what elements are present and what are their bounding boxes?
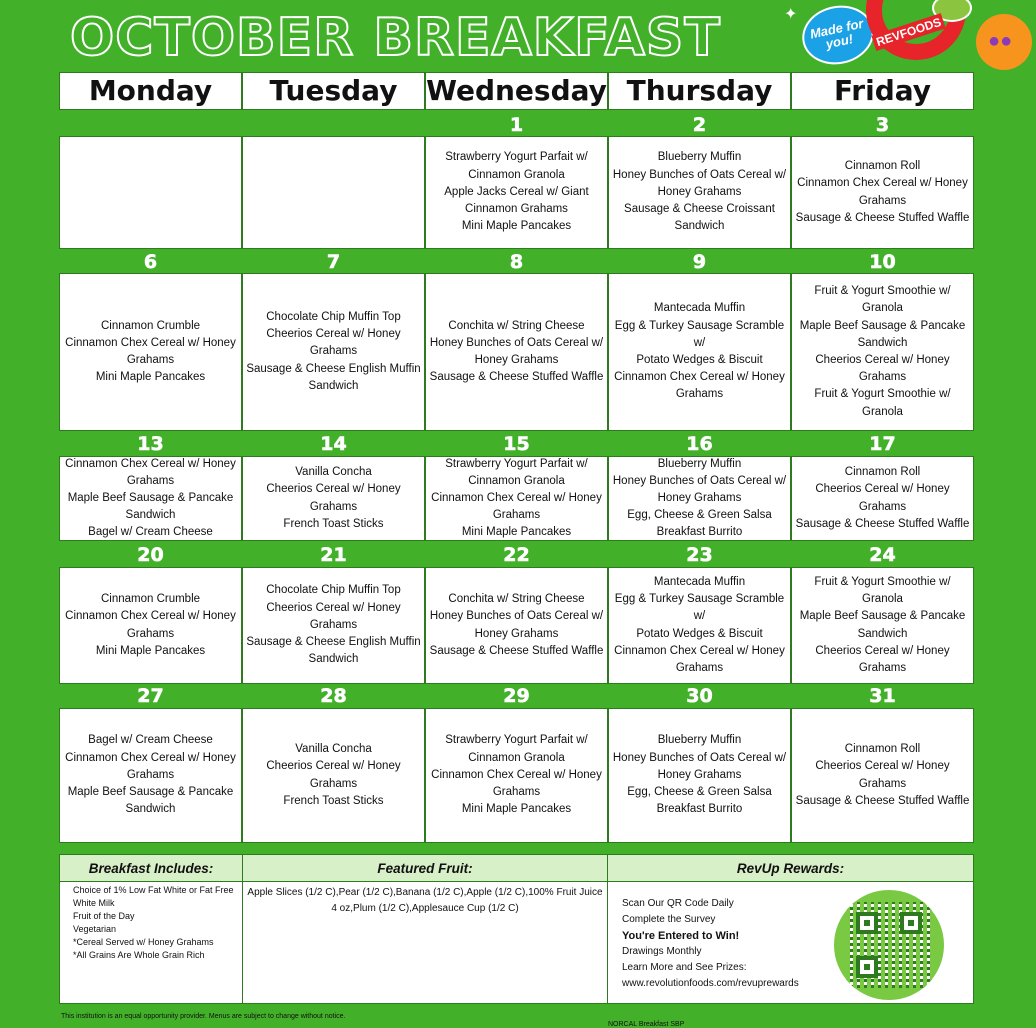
menu-item: Cinnamon Grahams (465, 203, 568, 216)
menu-item: Honey Grahams (657, 768, 742, 781)
includes-list (59, 881, 243, 1004)
menu-item: Cinnamon Chex Cereal w/ Honey (797, 177, 968, 190)
menu-item: Blueberry Muffin (657, 151, 742, 164)
day-cell (425, 708, 608, 843)
menu-item: Grahams (126, 354, 175, 366)
weekday-header-row (59, 72, 974, 110)
menu-item: Egg, Cheese & Green Salsa (627, 786, 772, 799)
day-cell (242, 708, 425, 843)
menu-item: Grahams (858, 500, 907, 513)
menu-item: Grahams (492, 786, 541, 799)
menu-item: Grahams (858, 194, 907, 207)
week-row (59, 567, 974, 684)
sparkle-icon: ✦ (784, 6, 798, 23)
date-number: 14 (320, 433, 347, 455)
menu-item: Strawberry Yogurt Parfait w/ (445, 151, 588, 164)
fruit-title: Featured Fruit: (242, 854, 608, 882)
date-number: 6 (143, 251, 158, 273)
day-cell (425, 567, 608, 684)
menu-item: Cheerios Cereal w/ Honey (266, 483, 401, 496)
includes-item: Choice of 1% Low Fat White or Fat Free (73, 885, 234, 895)
rewards-line: Complete the Survey (622, 914, 716, 925)
menu-item: Bagel w/ Cream Cheese (88, 734, 213, 747)
menu-item: Cheerios Cereal w/ Honey (815, 483, 950, 496)
includes-item: *All Grains Are Whole Grain Rich (73, 950, 205, 960)
rewards-title: RevUp Rewards: (607, 854, 974, 882)
menu-item: Mantecada Muffin (653, 302, 746, 315)
menu-item: Honey Bunches of Oats Cereal w/ (612, 168, 787, 181)
menu-item: Vanilla Concha (295, 743, 372, 756)
menu-item: Strawberry Yogurt Parfait w/ (445, 734, 588, 747)
menu-item: Cinnamon Chex Cereal w/ Honey (431, 768, 602, 781)
day-cell (425, 136, 608, 249)
date-number: 9 (692, 251, 707, 273)
menu-item: Mini Maple Pancakes (461, 220, 572, 233)
menu-item: Sandwich (125, 509, 176, 522)
menu-item: Grahams (126, 474, 175, 487)
menu-item: Fruit & Yogurt Smoothie w/ (814, 285, 951, 298)
menu-item: Cinnamon Chex Cereal w/ Honey (431, 491, 602, 504)
menu-item: Grahams (126, 768, 175, 781)
weekday-monday: Monday (59, 72, 242, 110)
date-number (242, 114, 425, 136)
date-number: 28 (320, 685, 347, 707)
rewards-body (607, 881, 974, 1004)
menu-item: Honey Bunches of Oats Cereal w/ (429, 336, 604, 349)
menu-item: French Toast Sticks (283, 794, 384, 807)
menu-item: Grahams (309, 618, 358, 631)
menu-item: Grahams (492, 509, 541, 522)
menu-item: Vanilla Concha (295, 466, 372, 479)
menu-item: Sausage & Cheese English Muffin (246, 636, 421, 649)
day-cell (242, 456, 425, 541)
date-number: 16 (686, 433, 713, 455)
menu-item: Grahams (675, 388, 724, 401)
date-number-row (59, 251, 974, 273)
menu-item: Sandwich (674, 220, 725, 233)
menu-item: Fruit & Yogurt Smoothie w/ (814, 388, 951, 401)
grapes-icon: ●● (988, 30, 1013, 52)
menu-item: Honey Bunches of Oats Cereal w/ (429, 610, 604, 623)
day-cell (59, 456, 242, 541)
menu-item: Egg & Turkey Sausage Scramble w/ (614, 319, 785, 349)
day-cell (59, 273, 242, 431)
includes-title: Breakfast Includes: (59, 854, 243, 882)
menu-item: Cinnamon Roll (844, 466, 921, 479)
brand-name: REVFOODS (871, 13, 946, 51)
menu-item: Mini Maple Pancakes (461, 803, 572, 816)
menu-item: Maple Beef Sausage & Pancake (799, 610, 966, 623)
date-number-row (59, 685, 974, 707)
menu-item: Cinnamon Crumble (100, 593, 201, 606)
day-cell (608, 456, 791, 541)
menu-item: Cinnamon Crumble (100, 319, 201, 332)
menu-item: Strawberry Yogurt Parfait w/ (445, 457, 588, 470)
date-number: 20 (137, 544, 164, 566)
date-number: 1 (509, 114, 524, 136)
menu-item: Breakfast Burrito (656, 803, 743, 816)
week-row (59, 273, 974, 431)
menu-item: Sandwich (125, 803, 176, 816)
menu-item: Honey Bunches of Oats Cereal w/ (612, 751, 787, 764)
date-number: 24 (869, 544, 896, 566)
page-title: OCTOBER BREAKFAST (70, 8, 721, 68)
menu-item: Honey Bunches of Oats Cereal w/ (612, 474, 787, 487)
menu-item: Cinnamon Chex Cereal w/ Honey (614, 644, 785, 657)
menu-item: Cinnamon Roll (844, 743, 921, 756)
menu-item: Cinnamon Granola (468, 474, 565, 487)
date-number: 3 (875, 114, 890, 136)
day-cell (791, 273, 974, 431)
menu-item: Blueberry Muffin (657, 734, 742, 747)
menu-item: Grahams (309, 777, 358, 790)
date-number: 21 (320, 544, 347, 566)
rewards-line: You're Entered to Win! (622, 930, 740, 942)
menu-item: Grahams (858, 371, 907, 384)
date-number-row (59, 544, 974, 566)
menu-item: Potato Wedges & Biscuit (636, 627, 763, 640)
weekday-wednesday: Wednesday (425, 72, 608, 110)
date-number: 2 (692, 114, 707, 136)
menu-item: Sausage & Cheese Stuffed Waffle (795, 517, 970, 530)
day-cell (59, 567, 242, 684)
weekday-tuesday: Tuesday (242, 72, 425, 110)
day-cell (59, 136, 242, 249)
menu-item: Grahams (309, 500, 358, 513)
menu-item: Conchita w/ String Cheese (448, 319, 585, 332)
menu-item: Mantecada Muffin (653, 575, 746, 588)
menu-item: Cinnamon Chex Cereal w/ Honey (65, 457, 236, 470)
day-cell (425, 273, 608, 431)
date-number-row (59, 433, 974, 455)
menu-item: Egg, Cheese & Green Salsa (627, 509, 772, 522)
menu-item: Cinnamon Roll (844, 160, 921, 173)
menu-item: Chocolate Chip Muffin Top (266, 584, 401, 597)
menu-item: Maple Beef Sausage & Pancake (67, 786, 234, 799)
menu-item: Maple Beef Sausage & Pancake (67, 491, 234, 504)
includes-item: Fruit of the Day (73, 911, 135, 921)
date-number (59, 114, 242, 136)
menu-item: Honey Grahams (657, 491, 742, 504)
date-number: 15 (503, 433, 530, 455)
menu-item: Grahams (858, 661, 907, 674)
menu-item: Egg & Turkey Sausage Scramble w/ (614, 593, 785, 623)
day-cell (242, 567, 425, 684)
menu-item: Granola (862, 405, 903, 418)
day-cell (425, 456, 608, 541)
day-cell (608, 273, 791, 431)
weekday-thursday: Thursday (608, 72, 791, 110)
menu-item: Grahams (309, 345, 358, 358)
made-for-you-badge: Made for you! (797, 0, 879, 71)
menu-item: Cheerios Cereal w/ Honey (815, 644, 950, 657)
date-number: 8 (509, 251, 524, 273)
date-number: 10 (869, 251, 896, 273)
menu-item: Cinnamon Granola (468, 168, 565, 181)
featured-fruit (242, 881, 608, 1004)
day-cell (791, 456, 974, 541)
day-cell (791, 708, 974, 843)
date-number: 13 (137, 433, 164, 455)
date-number: 27 (137, 685, 164, 707)
menu-item: Cheerios Cereal w/ Honey (266, 328, 401, 341)
date-number: 17 (869, 433, 896, 455)
menu-item: Cinnamon Granola (468, 751, 565, 764)
menu-item: Mini Maple Pancakes (95, 644, 206, 657)
day-cell (608, 708, 791, 843)
menu-item: Granola (862, 302, 903, 315)
date-number: 30 (686, 685, 713, 707)
menu-item: Cinnamon Chex Cereal w/ Honey (65, 751, 236, 764)
menu-item: Sausage & Cheese Stuffed Waffle (429, 371, 604, 384)
menu-item: Honey Grahams (657, 185, 742, 198)
weekday-friday: Friday (791, 72, 974, 110)
menu-item: Mini Maple Pancakes (461, 526, 572, 539)
menu-item: Grahams (858, 777, 907, 790)
menu-code: NORCAL Breakfast SBP (608, 1021, 685, 1028)
rewards-line: Learn More and See Prizes: (622, 962, 747, 973)
footer-panel (59, 854, 974, 1004)
date-number: 31 (869, 685, 896, 707)
menu-item: Cheerios Cereal w/ Honey (815, 354, 950, 366)
date-number: 7 (326, 251, 341, 273)
day-cell (242, 273, 425, 431)
includes-item: White Milk (73, 898, 115, 908)
menu-item: Honey Grahams (474, 354, 559, 366)
week-row (59, 456, 974, 541)
day-cell (608, 567, 791, 684)
menu-item: Cheerios Cereal w/ Honey (266, 760, 401, 773)
menu-item: Cheerios Cereal w/ Honey (266, 601, 401, 614)
menu-item: Sausage & Cheese Croissant (624, 203, 775, 216)
day-cell (791, 567, 974, 684)
menu-item: Grahams (126, 627, 175, 640)
menu-item: Cheerios Cereal w/ Honey (815, 760, 950, 773)
rewards-line: Drawings Monthly (622, 946, 702, 957)
featured-fruit-text: Apple Slices (1/2 C),Pear (1/2 C),Banana (1/2 C),Apple (1/2 C),100% Fruit Juice 4 oz,Plum (1/2 C),Applesauce Cup (1/2 C) (247, 887, 603, 914)
menu-item: French Toast Sticks (283, 517, 384, 530)
includes-item: Vegetarian (73, 924, 117, 934)
date-number: 22 (503, 544, 530, 566)
menu-item: Sausage & Cheese Stuffed Waffle (429, 644, 604, 657)
menu-item: Sausage & Cheese Stuffed Waffle (795, 794, 970, 807)
date-number-row (59, 114, 974, 136)
menu-item: Sandwich (857, 336, 908, 349)
menu-item: Breakfast Burrito (656, 526, 743, 539)
menu-item: Sausage & Cheese Stuffed Waffle (795, 211, 970, 224)
menu-item: Sandwich (308, 653, 359, 666)
menu-item: Bagel w/ Cream Cheese (88, 526, 213, 539)
menu-item: Cinnamon Chex Cereal w/ Honey (65, 610, 236, 623)
day-cell (791, 136, 974, 249)
menu-item: Conchita w/ String Cheese (448, 593, 585, 606)
menu-item: Blueberry Muffin (657, 457, 742, 470)
menu-item: Chocolate Chip Muffin Top (266, 310, 401, 323)
menu-item: Honey Grahams (474, 627, 559, 640)
menu-item: Sandwich (857, 627, 908, 640)
disclaimer: This institution is an equal opportunity provider. Menus are subject to change without notice. (61, 1013, 346, 1020)
rewards-url: www.revolutionfoods.com/revuprewards (622, 978, 799, 989)
rewards-line: Scan Our QR Code Daily (622, 898, 734, 909)
menu-item: Maple Beef Sausage & Pancake (799, 319, 966, 332)
day-cell (242, 136, 425, 249)
week-row (59, 136, 974, 249)
menu-item: Fruit & Yogurt Smoothie w/ (814, 575, 951, 588)
menu-item: Cinnamon Chex Cereal w/ Honey (65, 336, 236, 349)
menu-item: Mini Maple Pancakes (95, 371, 206, 384)
week-row (59, 708, 974, 843)
revfoods-logo (780, 0, 1036, 72)
menu-item: Apple Jacks Cereal w/ Giant (444, 185, 589, 198)
menu-item: Cinnamon Chex Cereal w/ Honey (614, 371, 785, 384)
includes-item: *Cereal Served w/ Honey Grahams (73, 937, 214, 947)
date-number: 29 (503, 685, 530, 707)
menu-item: Grahams (675, 661, 724, 674)
menu-item: Sandwich (308, 379, 359, 392)
menu-item: Granola (862, 593, 903, 606)
date-number: 23 (686, 544, 713, 566)
day-cell (59, 708, 242, 843)
menu-item: Sausage & Cheese English Muffin (246, 362, 421, 375)
qr-code[interactable] (834, 890, 944, 1000)
menu-item: Potato Wedges & Biscuit (636, 354, 763, 366)
day-cell (608, 136, 791, 249)
